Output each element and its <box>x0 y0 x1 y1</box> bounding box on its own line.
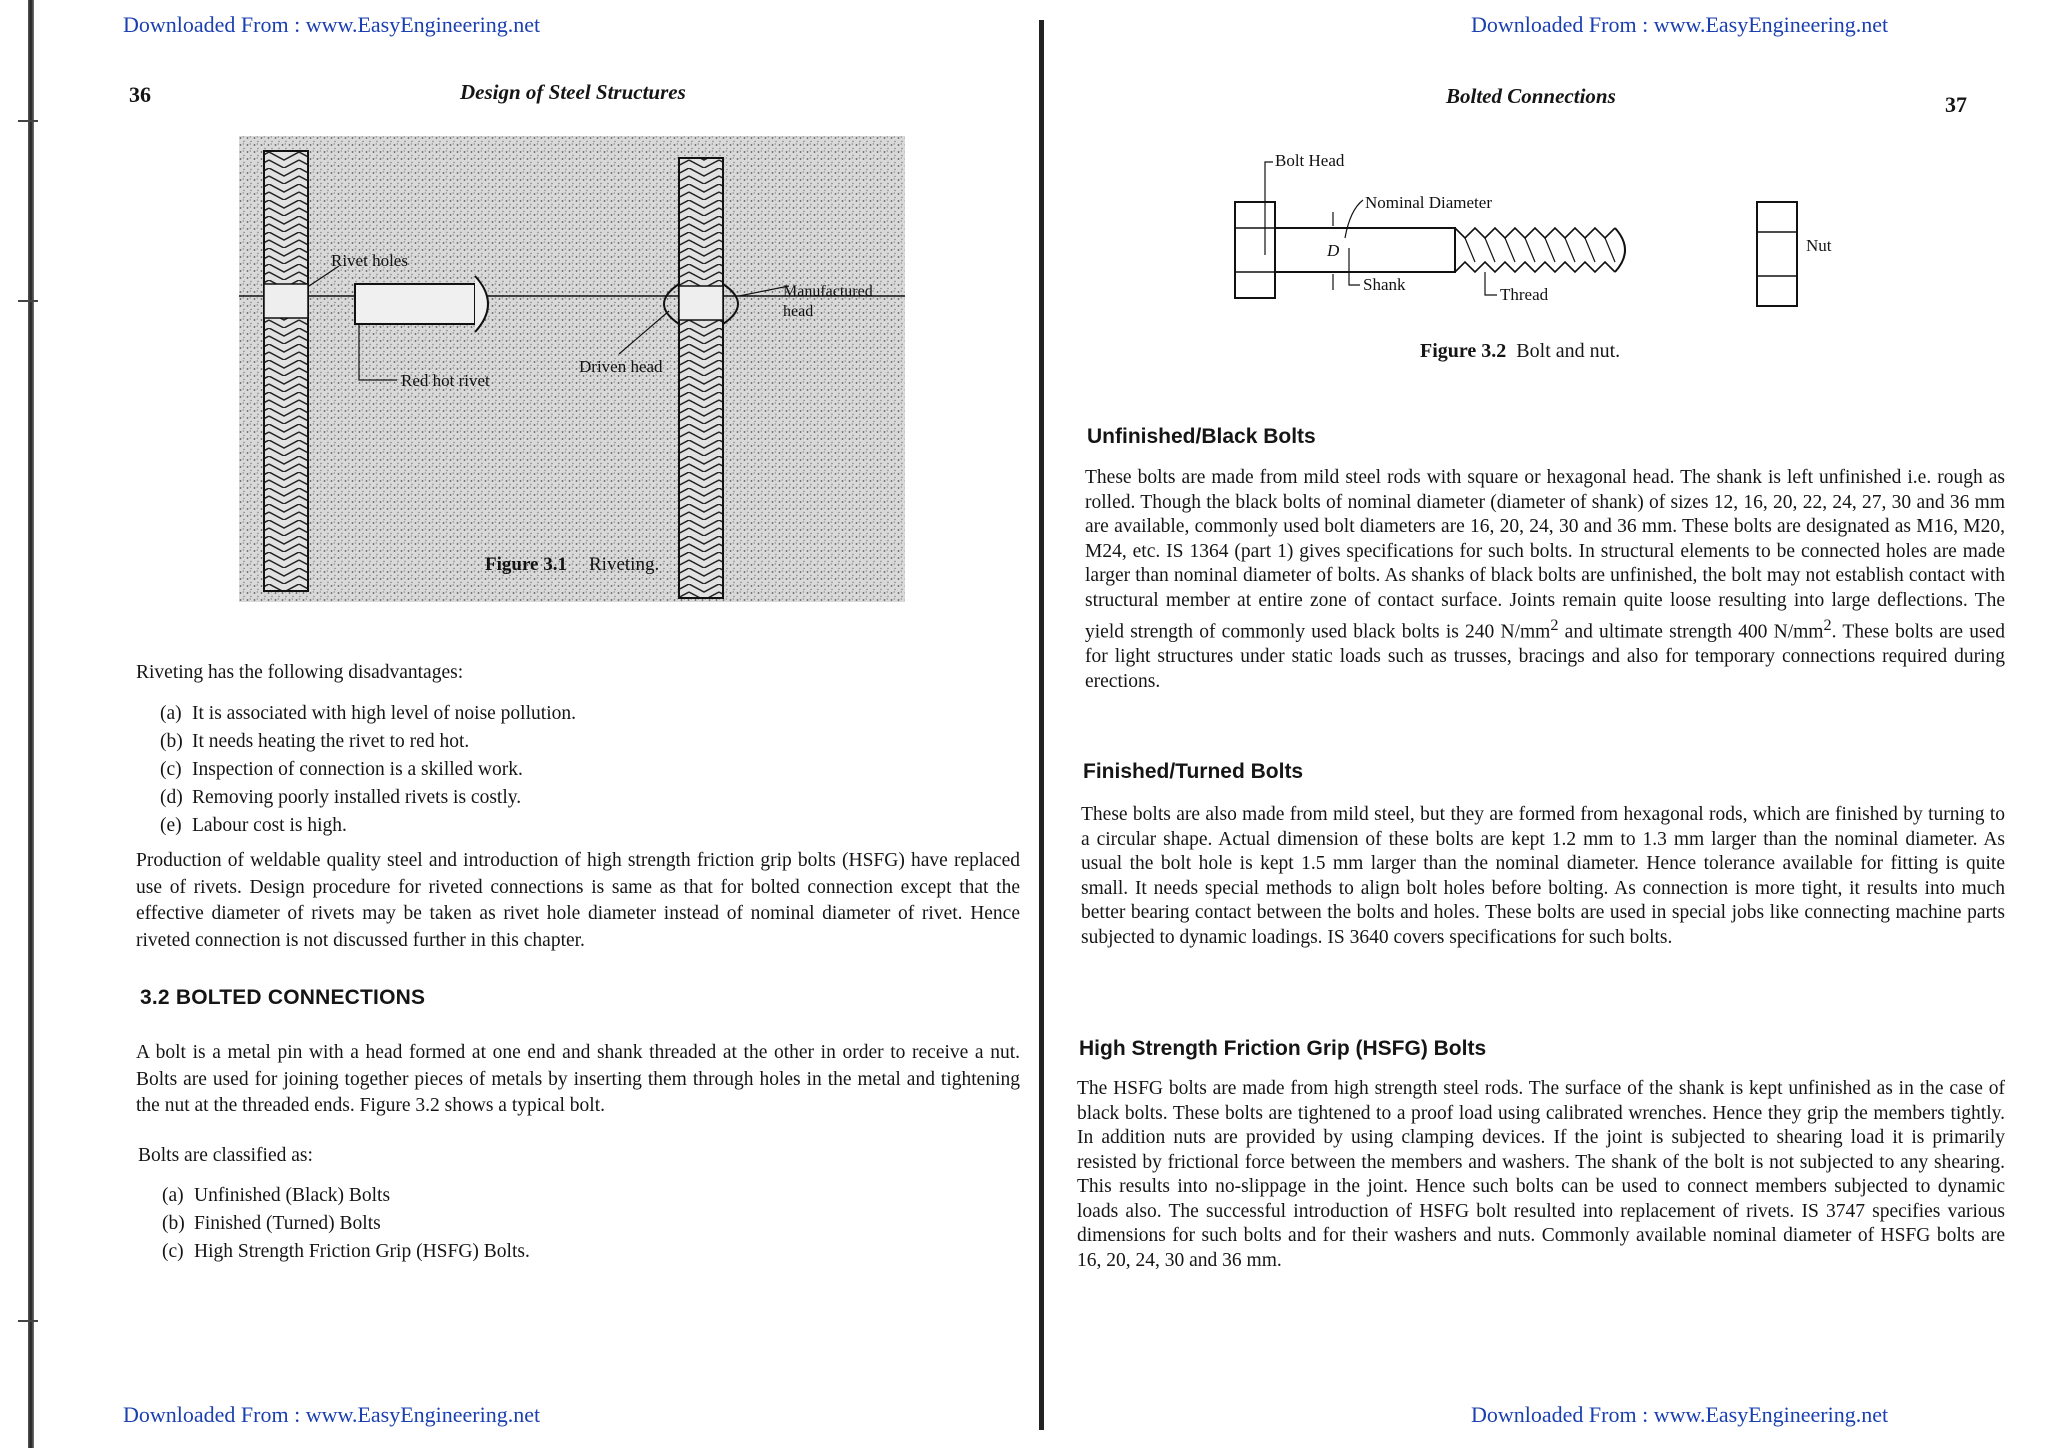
bolt-end <box>1615 228 1625 272</box>
label-manufactured-head-line2: head <box>783 303 814 320</box>
label-shank: Shank <box>1363 275 1406 294</box>
bottom-download-banner[interactable]: Downloaded From : www.EasyEngineering.net <box>123 1402 541 1427</box>
label-rivet-holes: Rivet holes <box>331 251 408 270</box>
page-number: 37 <box>1945 92 1967 117</box>
label-nominal-diameter: Nominal Diameter <box>1365 193 1492 212</box>
nut <box>1757 202 1797 306</box>
thread-bottom <box>1455 262 1615 272</box>
running-head: Bolted Connections <box>1446 84 1616 108</box>
list-item: (b) It needs heating the rivet to red hot. <box>160 731 470 752</box>
bolt-shank <box>1275 228 1455 272</box>
red-hot-rivet-shank <box>355 284 475 324</box>
label-red-hot-rivet: Red hot rivet <box>401 371 490 390</box>
unfinished-bolts-paragraph: These bolts are made from mild steel rods with square or hexagonal head. The shank is left unfinished i.e. rough as rolled. Though the black bolts of nominal diameter (diameter of shank) of sizes 12, 16, 20, 22, 24, 27, 30 and 36 mm are available, commonly used bolt diameters are 16, 20, 24, 30 and 36 mm. These bolts are designated as M16, M20, M24, etc. IS 1364 (part 1) gives specifications for such bolts. In structural elements to be connected holes are made larger than nominal diameter of bolts. As shanks of black bolts are unfinished, the bolt may not establish contact with structural member at entire zone of contact surface. Joints remain quite loose resulting into large deflections. The yield strength of commonly used black bolts is 240 $N/mm^2$ and ultimate strength 400 $N/mm^2$. These bolts are used for light structures under static loads such as trusses, bracings and also for temporary connections required during erections. <box>1085 467 2006 692</box>
disadvantages-intro: Riveting has the following disadvantages: <box>136 662 464 683</box>
left-rivet-hole <box>264 284 308 318</box>
bolt-definition-paragraph: A bolt is a metal pin with a head formed at one end and shank threaded at the other in order to receive a nut. Bolts are used for joining together pieces of metals by inserting them through holes in the metal and tightening the nut at the threaded ends. Figure 3.2 shows a typical bolt. <box>136 1042 1020 1116</box>
subheading-unfinished-black-bolts: Unfinished/Black Bolts <box>1087 425 1316 448</box>
classified-intro: Bolts are classified as: <box>138 1145 313 1166</box>
top-download-banner[interactable]: Downloaded From : www.EasyEngineering.net <box>1471 12 1889 37</box>
riveting-figure <box>239 136 905 602</box>
figure-3-1-caption-label: Figure 3.1 <box>485 554 567 575</box>
label-manufactured-head-line1: Manufactured <box>783 283 873 300</box>
list-item: (c) High Strength Friction Grip (HSFG) Bolts. <box>162 1241 530 1262</box>
label-d-symbol: D <box>1327 241 1340 260</box>
leader-bolt-head <box>1265 162 1273 255</box>
figure-3-1-caption-text: Riveting. <box>589 554 660 575</box>
thread-hatching <box>1465 238 1615 262</box>
subheading-hsfg-bolts: High Strength Friction Grip (HSFG) Bolts <box>1079 1037 1487 1060</box>
list-item: (a) Unfinished (Black) Bolts <box>162 1185 391 1206</box>
left-plate <box>264 151 308 591</box>
background-watermark: ​ <box>1037 432 1063 611</box>
running-head: Design of Steel Structures <box>460 80 686 104</box>
leader-nominal-diameter <box>1345 200 1363 238</box>
label-driven-head: Driven head <box>579 357 663 376</box>
right-page <box>1045 0 2048 1448</box>
section-heading-bolted-connections: 3.2 BOLTED CONNECTIONS <box>140 986 426 1009</box>
speckled-background <box>239 136 905 602</box>
right-plate <box>679 158 723 598</box>
bolt-head <box>1235 202 1275 298</box>
disadvantages-list <box>160 700 576 840</box>
list-item: (b) Finished (Turned) Bolts <box>162 1213 381 1234</box>
leader-thread <box>1485 272 1497 295</box>
list-item: (a) It is associated with high level of noise pollution. <box>160 703 576 724</box>
bottom-download-banner[interactable]: Downloaded From : www.EasyEngineering.net <box>1471 1402 1889 1427</box>
production-paragraph: Production of weldable quality steel and introduction of high strength friction grip bolts (HSFG) have replaced use of rivets. Design procedure for riveted connections is same as that for bolted connection except that the effective diameter of rivets may be taken as rivet hole diameter instead of nominal diameter of rivet. Hence riveted connection is not discussed further in this chapter. <box>136 850 1020 951</box>
list-item: (d) Removing poorly installed rivets is costly. <box>160 787 522 808</box>
page-number: 36 <box>129 82 151 107</box>
thread-top <box>1455 228 1615 238</box>
label-nut-text: Nut <box>1806 236 1832 255</box>
list-item: (e) Labour cost is high. <box>160 815 347 836</box>
label-thread: Thread <box>1500 285 1549 304</box>
hsfg-bolts-paragraph: The HSFG bolts are made from high strength steel rods. The surface of the shank is kept unfinished as in the case of black bolts. These bolts are tightened to a proof load using calibrated wrenches. Hence they grip the members tightly. In addition nuts are provided by using clamping devices. If the joint is subjected to shearing load it is primarily resisted by frictional force between the members and washers. The shank of the bolt is not subjected to any shearing. This results into no-slippage in the joint. Hence such bolts can be used to connect members subjected to dynamic loads also. The successful introduction of HSFG bolt resulted into replacement of rivets. IS 3747 specifies various dimensions for such bolts and for their washers and nuts. Commonly available nominal diameter of HSFG bolts are 16, 20, 24, 30 and 36 mm. <box>1077 1078 2005 1271</box>
figure-3-2-caption: Figure 3.2 Bolt and nut. <box>1420 340 1621 362</box>
right-rivet-hole <box>679 286 723 320</box>
subheading-finished-turned-bolts: Finished/Turned Bolts <box>1083 760 1304 783</box>
leader-shank <box>1349 248 1360 285</box>
list-item: (c) Inspection of connection is a skilled work. <box>160 759 523 780</box>
finished-bolts-paragraph: These bolts are also made from mild steel, but they are formed from hexagonal rods, which are finished by turning to a circular shape. Actual dimension of these bolts are kept 1.2 mm to 1.3 mm larger than the nominal diameter. As usual the bolt hole is kept 1.5 mm larger than the nominal diameter. Hence tolerance available for fitting is quite small. It needs special methods to align bolt holes before bolting. As connection is more tight, it results into much better bearing contact between the bolts and holes. These bolts are used in special jobs like connecting machine parts subjected to dynamic loadings. IS 3640 covers specifications for such bolts. <box>1081 804 2005 948</box>
top-download-banner[interactable]: Downloaded From : www.EasyEngineering.net <box>123 12 541 37</box>
label-bolt-head: Bolt Head <box>1275 151 1345 170</box>
bolt-classes-list <box>162 1182 530 1266</box>
